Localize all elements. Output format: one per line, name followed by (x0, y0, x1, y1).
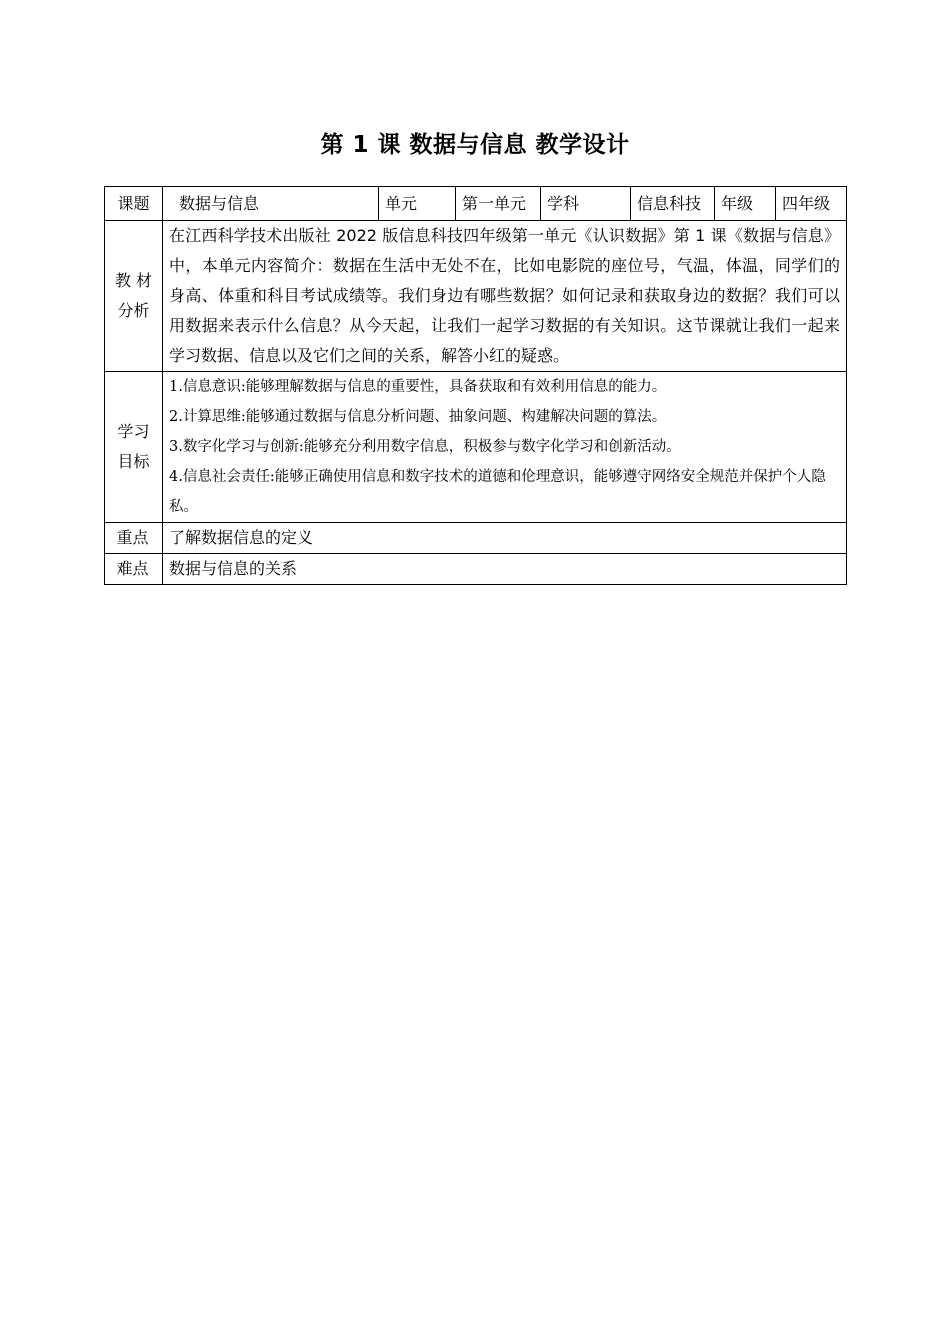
subject-label: 学科 (541, 187, 631, 221)
goal-item: 4.信息社会责任:能够正确使用信息和数字技术的道德和伦理意识，能够遵守网络安全规范并保护个人隐私。 (169, 469, 826, 515)
difficulty-label: 难点 (105, 554, 163, 585)
key-point-row (105, 523, 847, 554)
unit-value: 第一单元 (456, 187, 541, 221)
key-point-label: 重点 (105, 523, 163, 554)
topic-label: 课题 (105, 187, 163, 221)
goal-item: 1.信息意识:能够理解数据与信息的重要性，具备获取和有效利用信息的能力。 (169, 379, 667, 395)
analysis-label (105, 221, 163, 372)
subject-value: 信息科技 (631, 187, 715, 221)
goal-item: 3.数字化学习与创新:能够充分利用数字信息，积极参与数字化学习和创新活动。 (169, 439, 681, 455)
goals-label (105, 372, 163, 523)
goals-label-line1: 学习 (117, 422, 150, 441)
goals-label-line2: 目标 (117, 452, 150, 471)
analysis-row (105, 221, 847, 372)
grade-value: 四年级 (776, 187, 847, 221)
page-title: 第 1 课 数据与信息 教学设计 (320, 132, 630, 158)
difficulty-value: 数据与信息的关系 (163, 554, 847, 585)
difficulty-row (105, 554, 847, 585)
topic-value: 数据与信息 (163, 187, 379, 221)
lesson-plan-table (104, 186, 847, 585)
goals-list (163, 372, 847, 523)
key-point-value: 了解数据信息的定义 (163, 523, 847, 554)
analysis-text: 在江西科学技术出版社 2022 版信息科技四年级第一单元《认识数据》第 1 课《数据与信息》中，本单元内容简介：数据在生活中无处不在，比如电影院的座位号，气温，体温，同学们的身高、体重和科目考试成绩等。我们身边有哪些数据？如何记录和获取身边的数据？我们可以用数据来表示什么信息？从今天起，让我们一起学习数据的有关知识。这节课就让我们一起来学习数据、信息以及它们之间的关系，解答小红的疑惑。 (163, 221, 847, 372)
analysis-label-line1: 教 材 (114, 271, 153, 290)
header-row (105, 187, 847, 221)
analysis-label-line2: 分析 (117, 301, 150, 320)
unit-label: 单元 (379, 187, 456, 221)
grade-label: 年级 (715, 187, 776, 221)
goals-row (105, 372, 847, 523)
goal-item: 2.计算思维:能够通过数据与信息分析问题、抽象问题、构建解决问题的算法。 (169, 409, 667, 425)
